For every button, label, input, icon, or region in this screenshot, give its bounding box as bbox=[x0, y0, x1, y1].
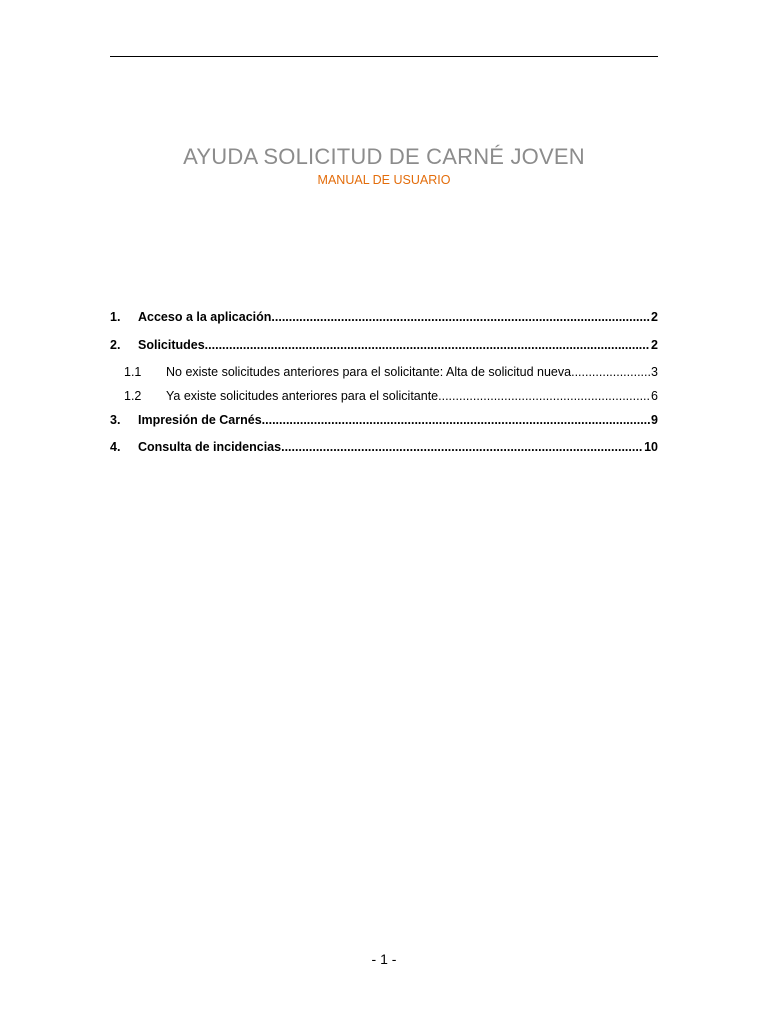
toc-entry-acceso[interactable] bbox=[110, 309, 658, 326]
toc-leader-dots bbox=[285, 439, 644, 456]
toc-entry-number: 1. bbox=[110, 310, 121, 324]
page-number: - 1 - bbox=[371, 951, 397, 967]
toc-leader-dots bbox=[575, 364, 650, 381]
toc-entry-solicitudes[interactable] bbox=[110, 337, 658, 354]
toc-leader-dots bbox=[265, 412, 650, 429]
toc-entry-text: Solicitudes. bbox=[138, 338, 209, 352]
document-subtitle: MANUAL DE USUARIO bbox=[317, 173, 451, 187]
toc-entry-impresion[interactable] bbox=[110, 412, 658, 429]
toc-entry-consulta[interactable] bbox=[110, 439, 658, 456]
toc-entry-text: Ya existe solicitudes anteriores para el solicitante. bbox=[166, 389, 442, 403]
toc-entry-page: 10 bbox=[644, 440, 658, 454]
document-title: AYUDA SOLICITUD DE CARNÉ JOVEN bbox=[183, 144, 585, 169]
toc-entry-number: 2. bbox=[110, 338, 121, 352]
toc-leader-dots bbox=[442, 388, 650, 405]
toc-entry-text: Acceso a la aplicación. bbox=[138, 310, 275, 324]
toc-entry-no-existe[interactable] bbox=[110, 364, 658, 381]
toc-entry-number: 3. bbox=[110, 413, 121, 427]
toc-entry-text: Impresión de Carnés. bbox=[138, 413, 266, 427]
toc-entry-page: 3 bbox=[651, 365, 658, 379]
toc-entry-page: 2 bbox=[651, 310, 658, 324]
toc-entry-page: 6 bbox=[651, 389, 658, 403]
toc-entry-number: 1.1 bbox=[124, 365, 142, 379]
header-rule bbox=[110, 56, 658, 57]
toc-entry-number: 1.2 bbox=[124, 389, 142, 403]
toc-entry-text: No existe solicitudes anteriores para el solicitante: Alta de solicitud nueva. bbox=[166, 365, 575, 379]
toc-leader-dots bbox=[208, 337, 650, 354]
toc-entry-ya-existe[interactable] bbox=[110, 388, 658, 405]
toc-entry-page: 2 bbox=[651, 338, 658, 352]
table-of-contents bbox=[110, 309, 658, 456]
toc-entry-number: 4. bbox=[110, 440, 121, 454]
toc-entry-text: Consulta de incidencias. bbox=[138, 440, 285, 454]
toc-leader-dots bbox=[275, 309, 650, 326]
toc-entry-page: 9 bbox=[651, 413, 658, 427]
